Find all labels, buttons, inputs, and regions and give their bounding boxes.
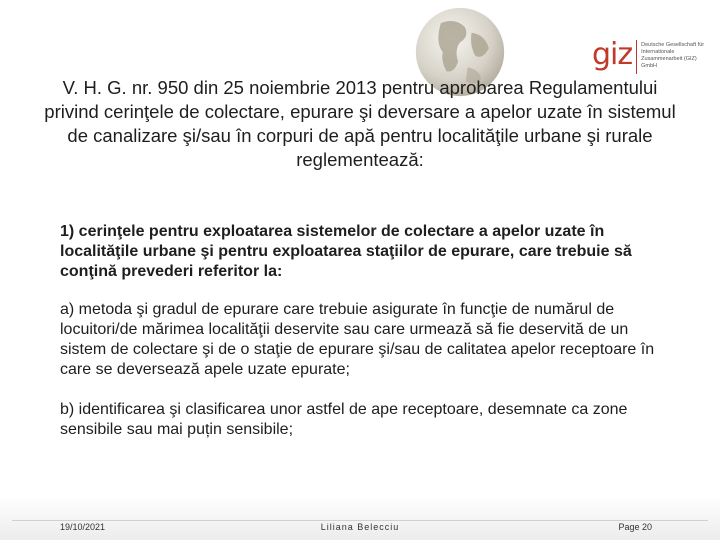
logo-divider — [636, 40, 637, 74]
footer-page-number: Page 20 — [618, 522, 652, 532]
paragraph-a: a) metoda şi gradul de epurare care trebuie asigurate în funcţie de numărul de locuitori/de mărimea localităţii deservite sau care urmează să fie deservită de un sistem de colectare şi de o staţie de epurare şi/sau de calitatea apelor receptoare în care se deversează apele uzate epurate; — [60, 301, 655, 378]
slide-title: V. H. G. nr. 950 din 25 noiembrie 2013 pentru aprobarea Regulamentului privind cerinţele de colectare, epurare şi deversare a apelor uzate în sistemul de canalizare şi/sau în corpuri de apă pentru localităţile urbane şi rurale reglementează: — [44, 77, 676, 170]
footer-author: Liliana Belecciu — [320, 522, 400, 532]
footer-date: 19/10/2021 — [60, 522, 106, 532]
paragraph-1: 1) cerinţele pentru exploatarea sistemelor de colectare a apelor uzate în localităţile urbane şi pentru exploatarea staţiilor de epurare, care trebuie să conţină prevederi referitor la: — [60, 223, 632, 280]
paragraph-b: b) identificarea şi clasificarea unor astfel de ape receptoare, desemnate ca zone sensibile sau mai puțin sensibile; — [60, 401, 628, 438]
logo-mark: giz — [592, 37, 633, 72]
footer-divider — [12, 520, 708, 521]
giz-logo — [592, 37, 711, 74]
logo-text: Deutsche Gesellschaft für Internationale Zusammenarbeit (GIZ) GmbH — [641, 42, 705, 69]
footer-background — [0, 496, 720, 540]
